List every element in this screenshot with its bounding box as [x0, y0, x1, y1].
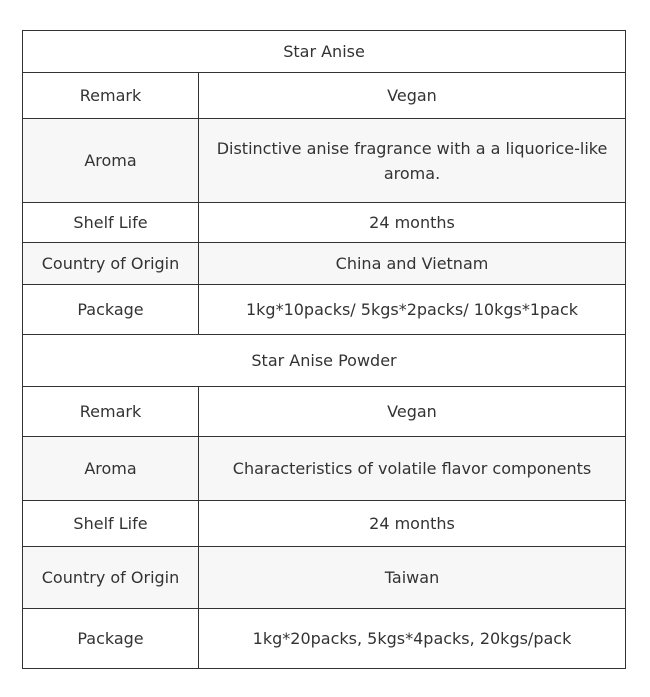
row-label: Country of Origin	[23, 547, 199, 609]
row-value: China and Vietnam	[199, 243, 626, 285]
row-label: Remark	[23, 387, 199, 437]
row-value: Characteristics of volatile flavor components	[199, 437, 626, 501]
row-label: Shelf Life	[23, 203, 199, 243]
row-value: Distinctive anise fragrance with a a liquorice-like aroma.	[199, 119, 626, 203]
table-row	[23, 609, 626, 669]
row-label: Aroma	[23, 119, 199, 203]
table-row	[23, 285, 626, 335]
table-row	[23, 501, 626, 547]
table-row	[23, 243, 626, 285]
row-label: Package	[23, 609, 199, 669]
table-row	[23, 387, 626, 437]
row-label: Country of Origin	[23, 243, 199, 285]
row-label: Remark	[23, 73, 199, 119]
row-label: Aroma	[23, 437, 199, 501]
row-value: 24 months	[199, 203, 626, 243]
row-value: Vegan	[199, 387, 626, 437]
row-label: Package	[23, 285, 199, 335]
table-row	[23, 119, 626, 203]
row-value: 1kg*10packs/ 5kgs*2packs/ 10kgs*1pack	[199, 285, 626, 335]
row-value: Vegan	[199, 73, 626, 119]
table-section-header	[23, 31, 626, 73]
row-value: 1kg*20packs, 5kgs*4packs, 20kgs/pack	[199, 609, 626, 669]
table-row	[23, 203, 626, 243]
table-row	[23, 73, 626, 119]
spec-table	[22, 30, 626, 669]
table-section-header	[23, 335, 626, 387]
row-label: Shelf Life	[23, 501, 199, 547]
row-value: Taiwan	[199, 547, 626, 609]
row-value: 24 months	[199, 501, 626, 547]
table-row	[23, 547, 626, 609]
product-title: Star Anise Powder	[23, 335, 626, 387]
table-row	[23, 437, 626, 501]
product-title: Star Anise	[23, 31, 626, 73]
